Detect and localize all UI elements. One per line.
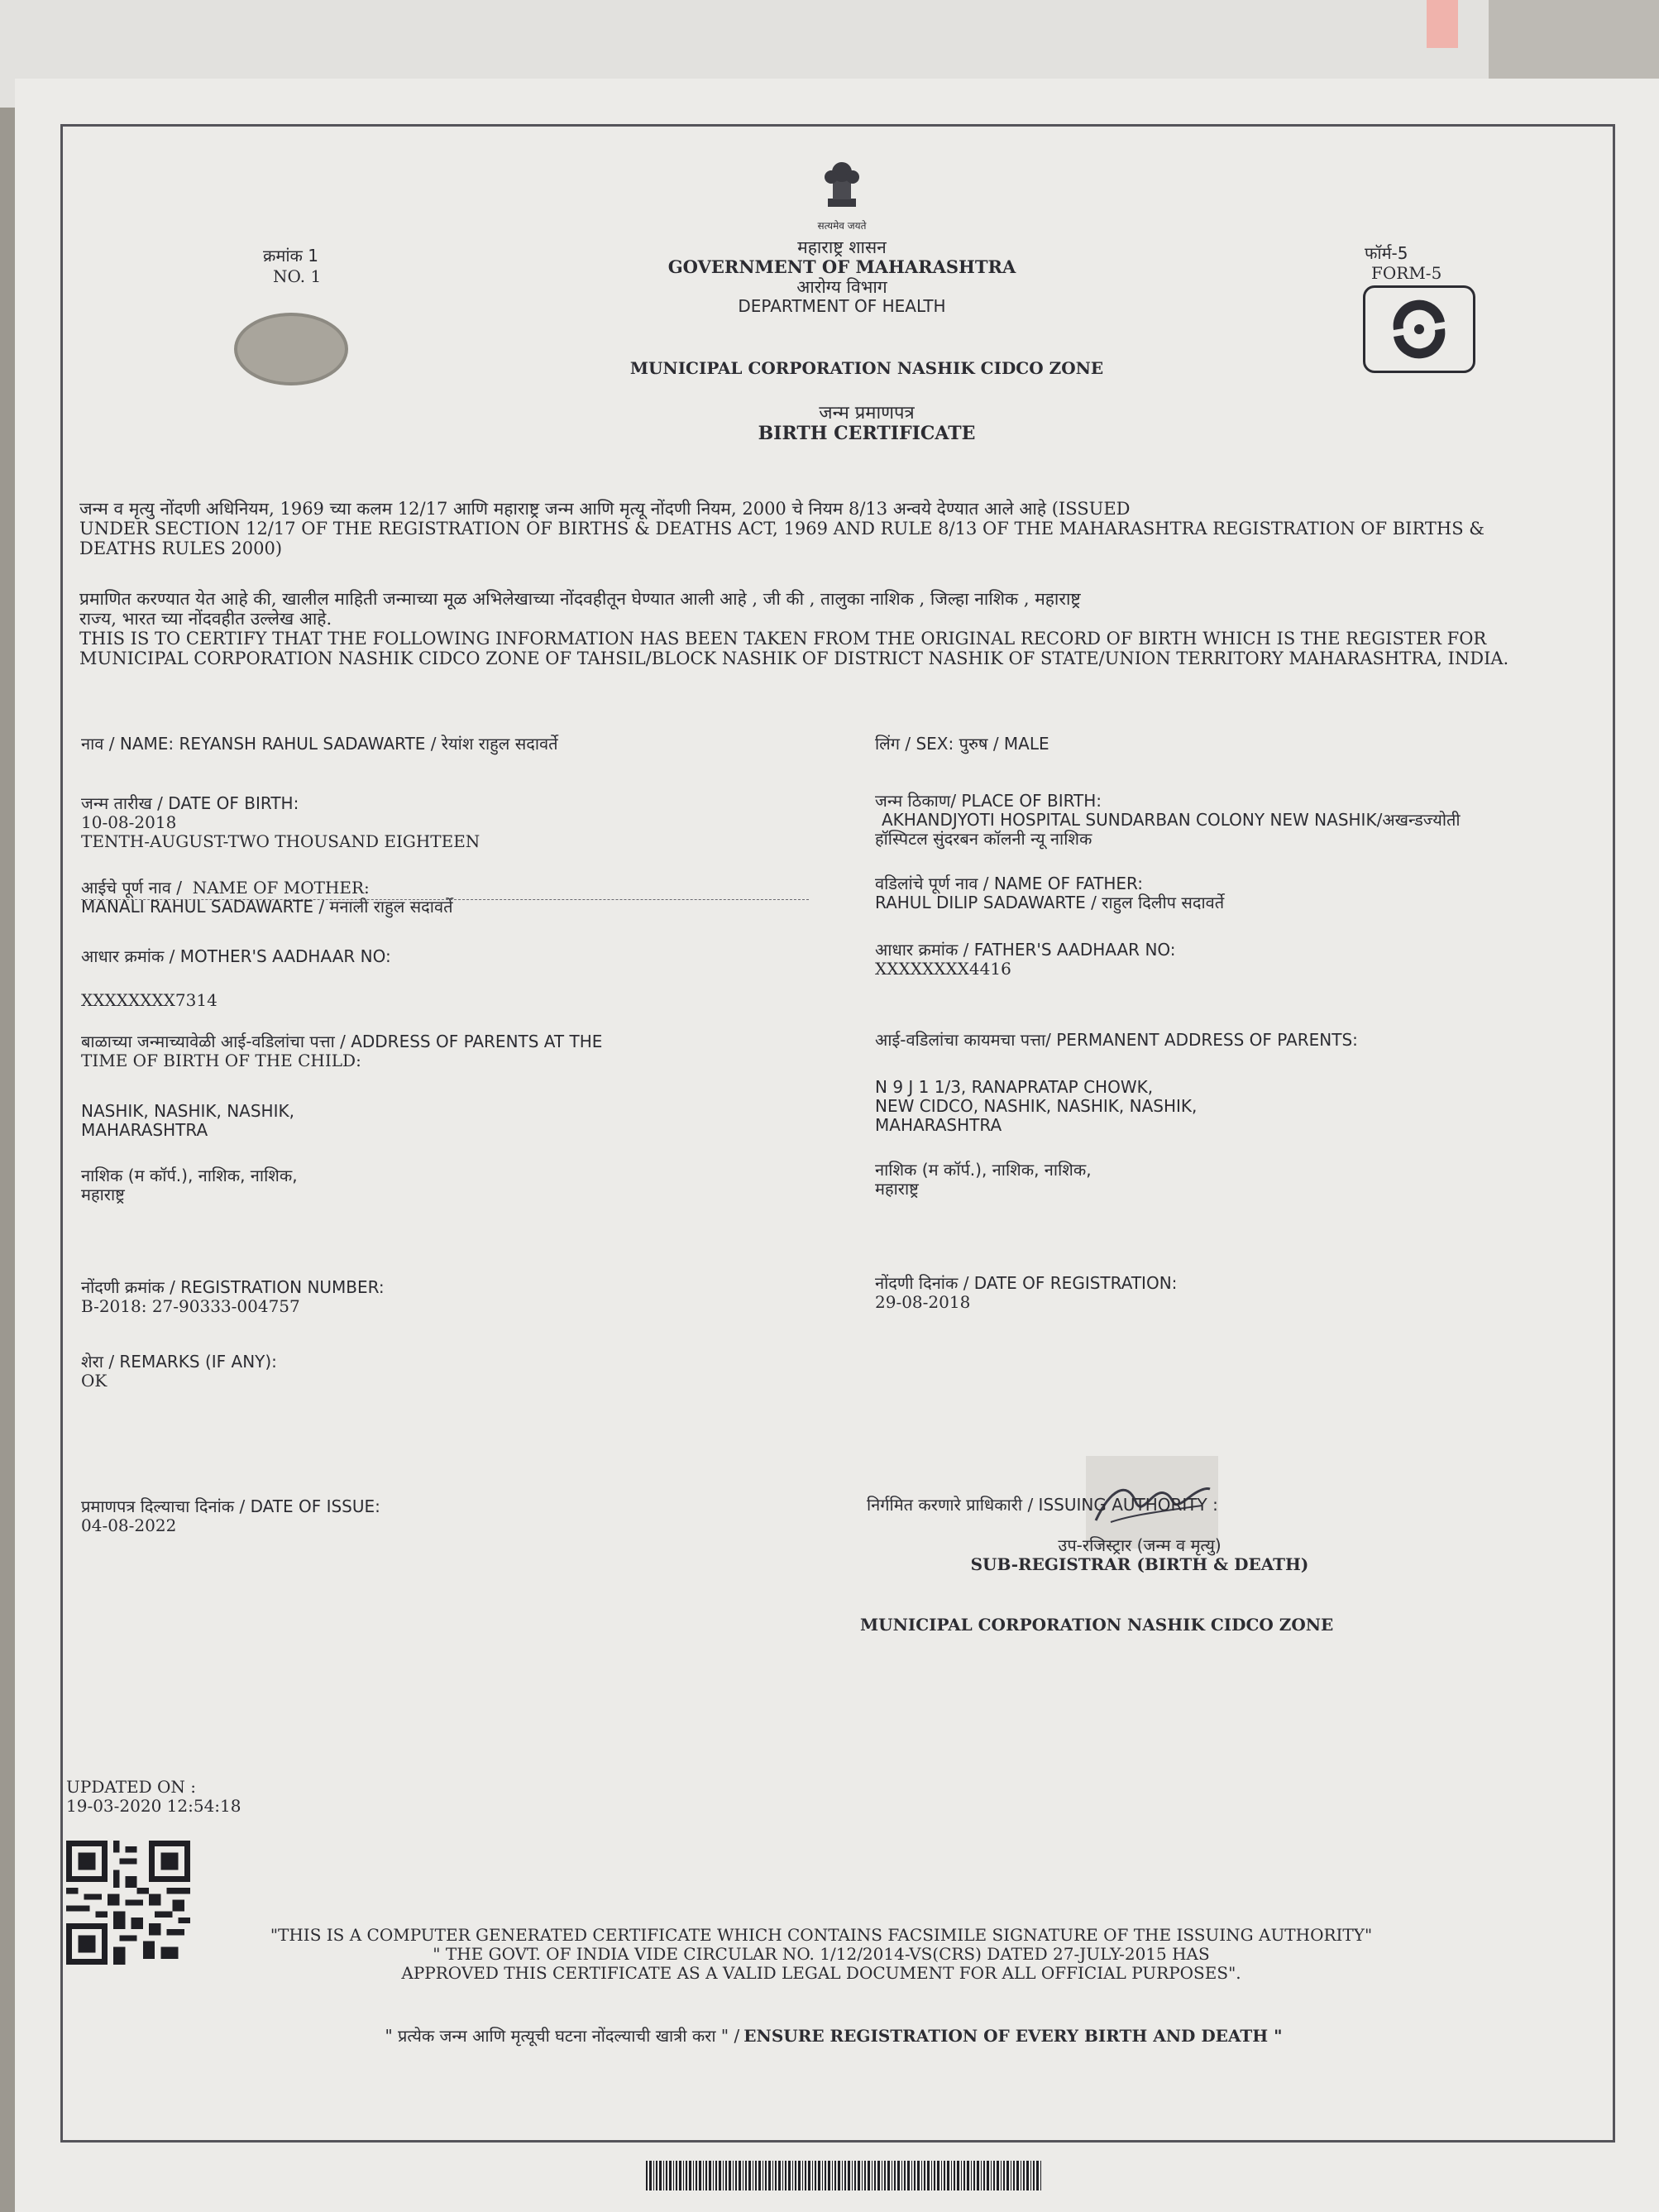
form-number-mr: फॉर्म-5 xyxy=(1365,243,1408,263)
government-name-en: GOVERNMENT OF MAHARASHTRA xyxy=(667,256,1016,278)
birth-address-line: MAHARASHTRA xyxy=(81,1120,208,1140)
department-name-mr: आरोग्य विभाग xyxy=(796,277,887,298)
permanent-address-label: आई-वडिलांचा कायमचा पत्ता/ PERMANENT ADDRESS OF PARENTS: xyxy=(875,1030,1358,1050)
municipal-seal-icon xyxy=(234,313,348,385)
certify-line: राज्य, भारत च्या नोंदवहीत उल्लेख आहे. xyxy=(79,609,332,630)
background-light xyxy=(1427,0,1458,48)
place-of-birth-label: जन्म ठिकाण/ PLACE OF BIRTH: xyxy=(875,791,1102,811)
registration-date-label: नोंदणी दिनांक / DATE OF REGISTRATION: xyxy=(875,1273,1178,1293)
national-emblem-icon xyxy=(792,157,892,232)
crs-logo-icon xyxy=(1363,285,1475,373)
sex-value: पुरुष / MALE xyxy=(959,734,1049,754)
certify-line: THIS IS TO CERTIFY THAT THE FOLLOWING INFORMATION HAS BEEN TAKEN FROM THE ORIGINAL RECORD OF BIRTH WHICH IS THE REGISTER FOR xyxy=(79,629,1487,649)
permanent-address-line: N 9 J 1 1/3, RANAPRATAP CHOWK, xyxy=(875,1077,1154,1097)
name-label: नाव / NAME: xyxy=(81,734,175,754)
mother-name: MANALI RAHUL SADAWARTE / मनाली राहुल सदावर्ते xyxy=(81,897,453,917)
registration-number: B-2018: 27-90333-004757 xyxy=(81,1296,300,1316)
father-name: RAHUL DILIP SADAWARTE / राहुल दिलीप सदावर्ते xyxy=(875,893,1225,912)
certify-line: MUNICIPAL CORPORATION NASHIK CIDCO ZONE OF TAHSIL/BLOCK NASHIK OF DISTRICT NASHIK OF STATE/UNION TERRITORY MAHARASHTRA, INDIA. xyxy=(79,649,1509,669)
certificate-title-en: BIRTH CERTIFICATE xyxy=(758,423,976,445)
preamble-line: UNDER SECTION 12/17 OF THE REGISTRATION OF BIRTHS & DEATHS ACT, 1969 AND RULE 8/13 OF THE MAHARASHTRA REGISTRATION OF BIRTHS & xyxy=(79,519,1484,539)
permanent-address-line: MAHARASHTRA xyxy=(875,1115,1002,1135)
department-name-en: DEPARTMENT OF HEALTH xyxy=(738,296,946,317)
sex-label: लिंग / SEX: xyxy=(875,734,954,754)
registration-number-label: नोंदणी क्रमांक / REGISTRATION NUMBER: xyxy=(81,1277,385,1297)
registrar-title-en: SUB-REGISTRAR (BIRTH & DEATH) xyxy=(970,1554,1309,1574)
birth-address-line: NASHIK, NASHIK, NASHIK, xyxy=(81,1101,294,1121)
footer-note: "THIS IS A COMPUTER GENERATED CERTIFICATE WHICH CONTAINS FACSIMILE SIGNATURE OF THE ISSUING AUTHORITY" xyxy=(270,1925,1373,1945)
place-of-birth: हॉस्पिटल सुंदरबन कॉलनी न्यू नाशिक xyxy=(875,829,1092,849)
certificate-sheet xyxy=(15,79,1659,2212)
birth-address-label: TIME OF BIRTH OF THE CHILD: xyxy=(81,1051,361,1070)
father-aadhaar-label: आधार क्रमांक / FATHER'S AADHAAR NO: xyxy=(875,940,1176,960)
permanent-address-mr: महाराष्ट्र xyxy=(875,1179,919,1199)
mother-name-label-mr: आईचे पूर्ण नाव / xyxy=(81,878,182,898)
footer-note: APPROVED THIS CERTIFICATE AS A VALID LEGAL DOCUMENT FOR ALL OFFICIAL PURPOSES". xyxy=(401,1963,1241,1983)
dob-value: 10-08-2018 xyxy=(81,812,177,832)
preamble-line: DEATHS RULES 2000) xyxy=(79,539,283,559)
footer-note: " THE GOVT. OF INDIA VIDE CIRCULAR NO. 1/12/2014-VS(CRS) DATED 27-JULY-2015 HAS xyxy=(433,1944,1210,1964)
preamble-line: जन्म व मृत्यु नोंदणी अधिनियम, 1969 च्या कलम 12/17 आणि महाराष्ट्र जन्म आणि मृत्यू नोंदणी नियम, 2000 चे नियम 8/13 अन्वये देण्यात आले आहे (ISSUED xyxy=(79,499,1131,519)
authority-corporation: MUNICIPAL CORPORATION NASHIK CIDCO ZONE xyxy=(860,1615,1334,1635)
child-name: REYANSH RAHUL SADAWARTE / रेयांश राहुल सदावर्ते xyxy=(179,734,558,754)
certificate-title-mr: जन्म प्रमाणपत्र xyxy=(819,403,915,424)
serial-number-mr: क्रमांक 1 xyxy=(263,246,318,266)
updated-on-label: UPDATED ON : xyxy=(66,1777,197,1797)
issuing-authority-label: निर्गमित करणारे प्राधिकारी / ISSUING AUTHORITY : xyxy=(867,1495,1218,1515)
birth-address-mr: महाराष्ट्र xyxy=(81,1185,125,1204)
slogan-mr: " प्रत्येक जन्म आणि मृत्यूची घटना नोंदल्याची खात्री करा " / xyxy=(385,2026,740,2046)
mother-aadhaar-label: आधार क्रमांक / MOTHER'S AADHAAR NO: xyxy=(81,946,391,966)
barcode-icon xyxy=(646,2161,1043,2190)
qr-code-icon xyxy=(66,1841,190,1965)
mother-name-label-en: NAME OF MOTHER: xyxy=(192,878,370,898)
father-name-label: वडिलांचे पूर्ण नाव / NAME OF FATHER: xyxy=(875,874,1144,893)
dob-label: जन्म तारीख / DATE OF BIRTH: xyxy=(81,793,299,813)
certify-line: प्रमाणित करण्यात येत आहे की, खालील माहिती जन्माच्या मूळ अभिलेखाच्या नोंदवहीतून घेण्यात आली आहे , जी की , तालुका नाशिक , जिल्हा नाशिक , महाराष्ट्र xyxy=(79,589,1081,609)
birth-address-label: बाळाच्या जन्माच्यावेळी आई-वडिलांचा पत्ता / ADDRESS OF PARENTS AT THE xyxy=(81,1032,603,1051)
government-name-mr: महाराष्ट्र शासन xyxy=(797,237,887,257)
form-number-en: FORM-5 xyxy=(1371,263,1442,283)
registrar-title-mr: उप-रजिस्ट्रार (जन्म व मृत्यु) xyxy=(1058,1535,1222,1555)
permanent-address-mr: नाशिक (म कॉर्प.), नाशिक, नाशिक, xyxy=(875,1160,1092,1180)
issue-date-label: प्रमाणपत्र दिल्याचा दिनांक / DATE OF ISSUE: xyxy=(81,1496,380,1516)
father-aadhaar-value: XXXXXXXX4416 xyxy=(875,959,1011,979)
serial-number-en: NO. 1 xyxy=(273,266,322,286)
registration-date: 29-08-2018 xyxy=(875,1292,971,1312)
slogan-en: ENSURE REGISTRATION OF EVERY BIRTH AND DEATH " xyxy=(743,2026,1283,2046)
updated-on-value: 19-03-2020 12:54:18 xyxy=(66,1796,241,1816)
emblem-caption: सत्यमेव जयते xyxy=(817,220,867,232)
remarks-label: शेरा / REMARKS (IF ANY): xyxy=(81,1352,277,1372)
birth-address-mr: नाशिक (म कॉर्प.), नाशिक, नाशिक, xyxy=(81,1166,298,1185)
issue-date: 04-08-2022 xyxy=(81,1515,177,1535)
remarks-value: OK xyxy=(81,1371,108,1391)
corporation-heading: MUNICIPAL CORPORATION NASHIK CIDCO ZONE xyxy=(629,358,1104,378)
divider xyxy=(81,899,809,900)
mother-aadhaar-value: XXXXXXXX7314 xyxy=(81,990,218,1010)
permanent-address-line: NEW CIDCO, NASHIK, NASHIK, NASHIK, xyxy=(875,1096,1198,1116)
place-of-birth: AKHANDJYOTI HOSPITAL SUNDARBAN COLONY NEW NASHIK/अखन्डज्योती xyxy=(882,810,1461,830)
dob-words: TENTH-AUGUST-TWO THOUSAND EIGHTEEN xyxy=(81,831,480,851)
